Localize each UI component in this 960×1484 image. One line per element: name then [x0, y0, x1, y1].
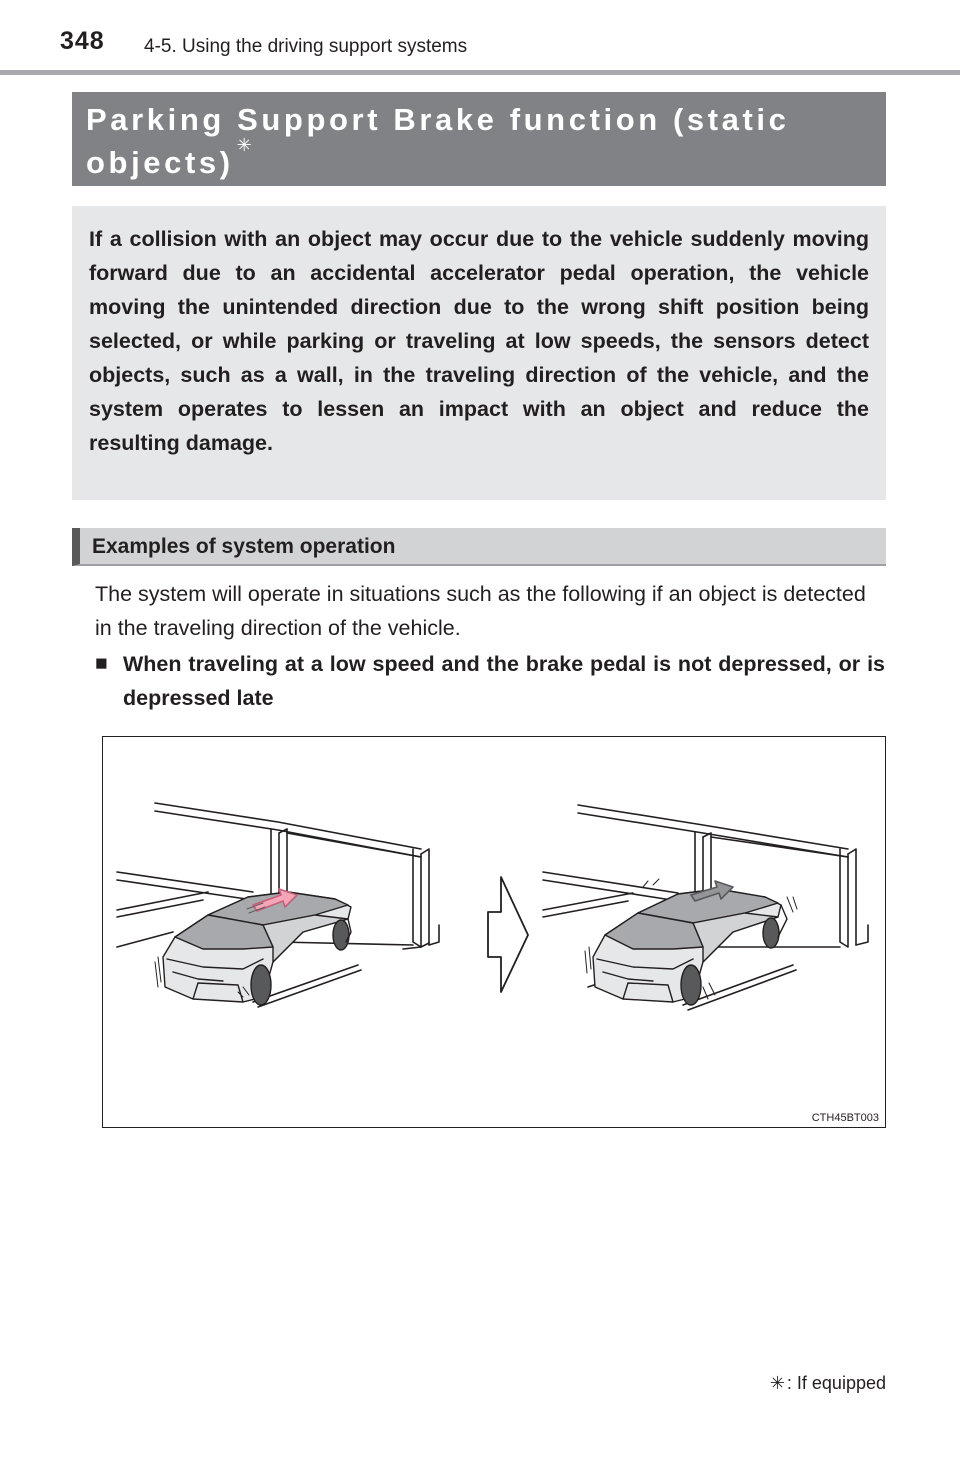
section-title-band [72, 92, 886, 186]
car-left-icon [155, 892, 351, 1005]
footnote-marker: ✳ [769, 1373, 785, 1393]
chapter-title: 4-5. Using the driving support systems [144, 36, 468, 57]
page-number: 348 [60, 27, 105, 55]
figure-code: CTH45BT003 [811, 1112, 879, 1124]
subsection-heading: Examples of system operation [72, 528, 886, 566]
section-title: Parking Support Brake function (static objects) [86, 102, 790, 180]
illustration-frame [102, 736, 886, 1128]
footnote [770, 1373, 886, 1394]
bullet-text: When traveling at a low speed and the brake pedal is not depressed, or is depressed late [123, 652, 885, 710]
car-right-icon [585, 879, 797, 1005]
footnote-text: : If equipped [786, 1373, 886, 1393]
illustration [103, 737, 887, 1129]
intro-text: If a collision with an object may occur due to the vehicle suddenly moving forward due to an accidental accelerator pedal operation, the vehicle moving the unintended direction due to the wrong shift position being selected, or while parking or traveling at low speeds, the sensors detect objects, such as a wall, in the traveling direction of the vehicle, and the system operates to lessen an impact with an object and reduce the resulting damage. [89, 227, 869, 455]
if-equipped-marker: ✳ [236, 135, 252, 155]
header-rule [0, 70, 960, 75]
bullet-item [95, 647, 885, 715]
body-paragraph: The system will operate in situations such as the following if an object is detected in the traveling direction of the vehicle. [95, 582, 866, 640]
bullet-square-icon: ■ [95, 652, 108, 675]
transition-arrow-icon [488, 877, 528, 992]
intro-box [72, 206, 886, 500]
